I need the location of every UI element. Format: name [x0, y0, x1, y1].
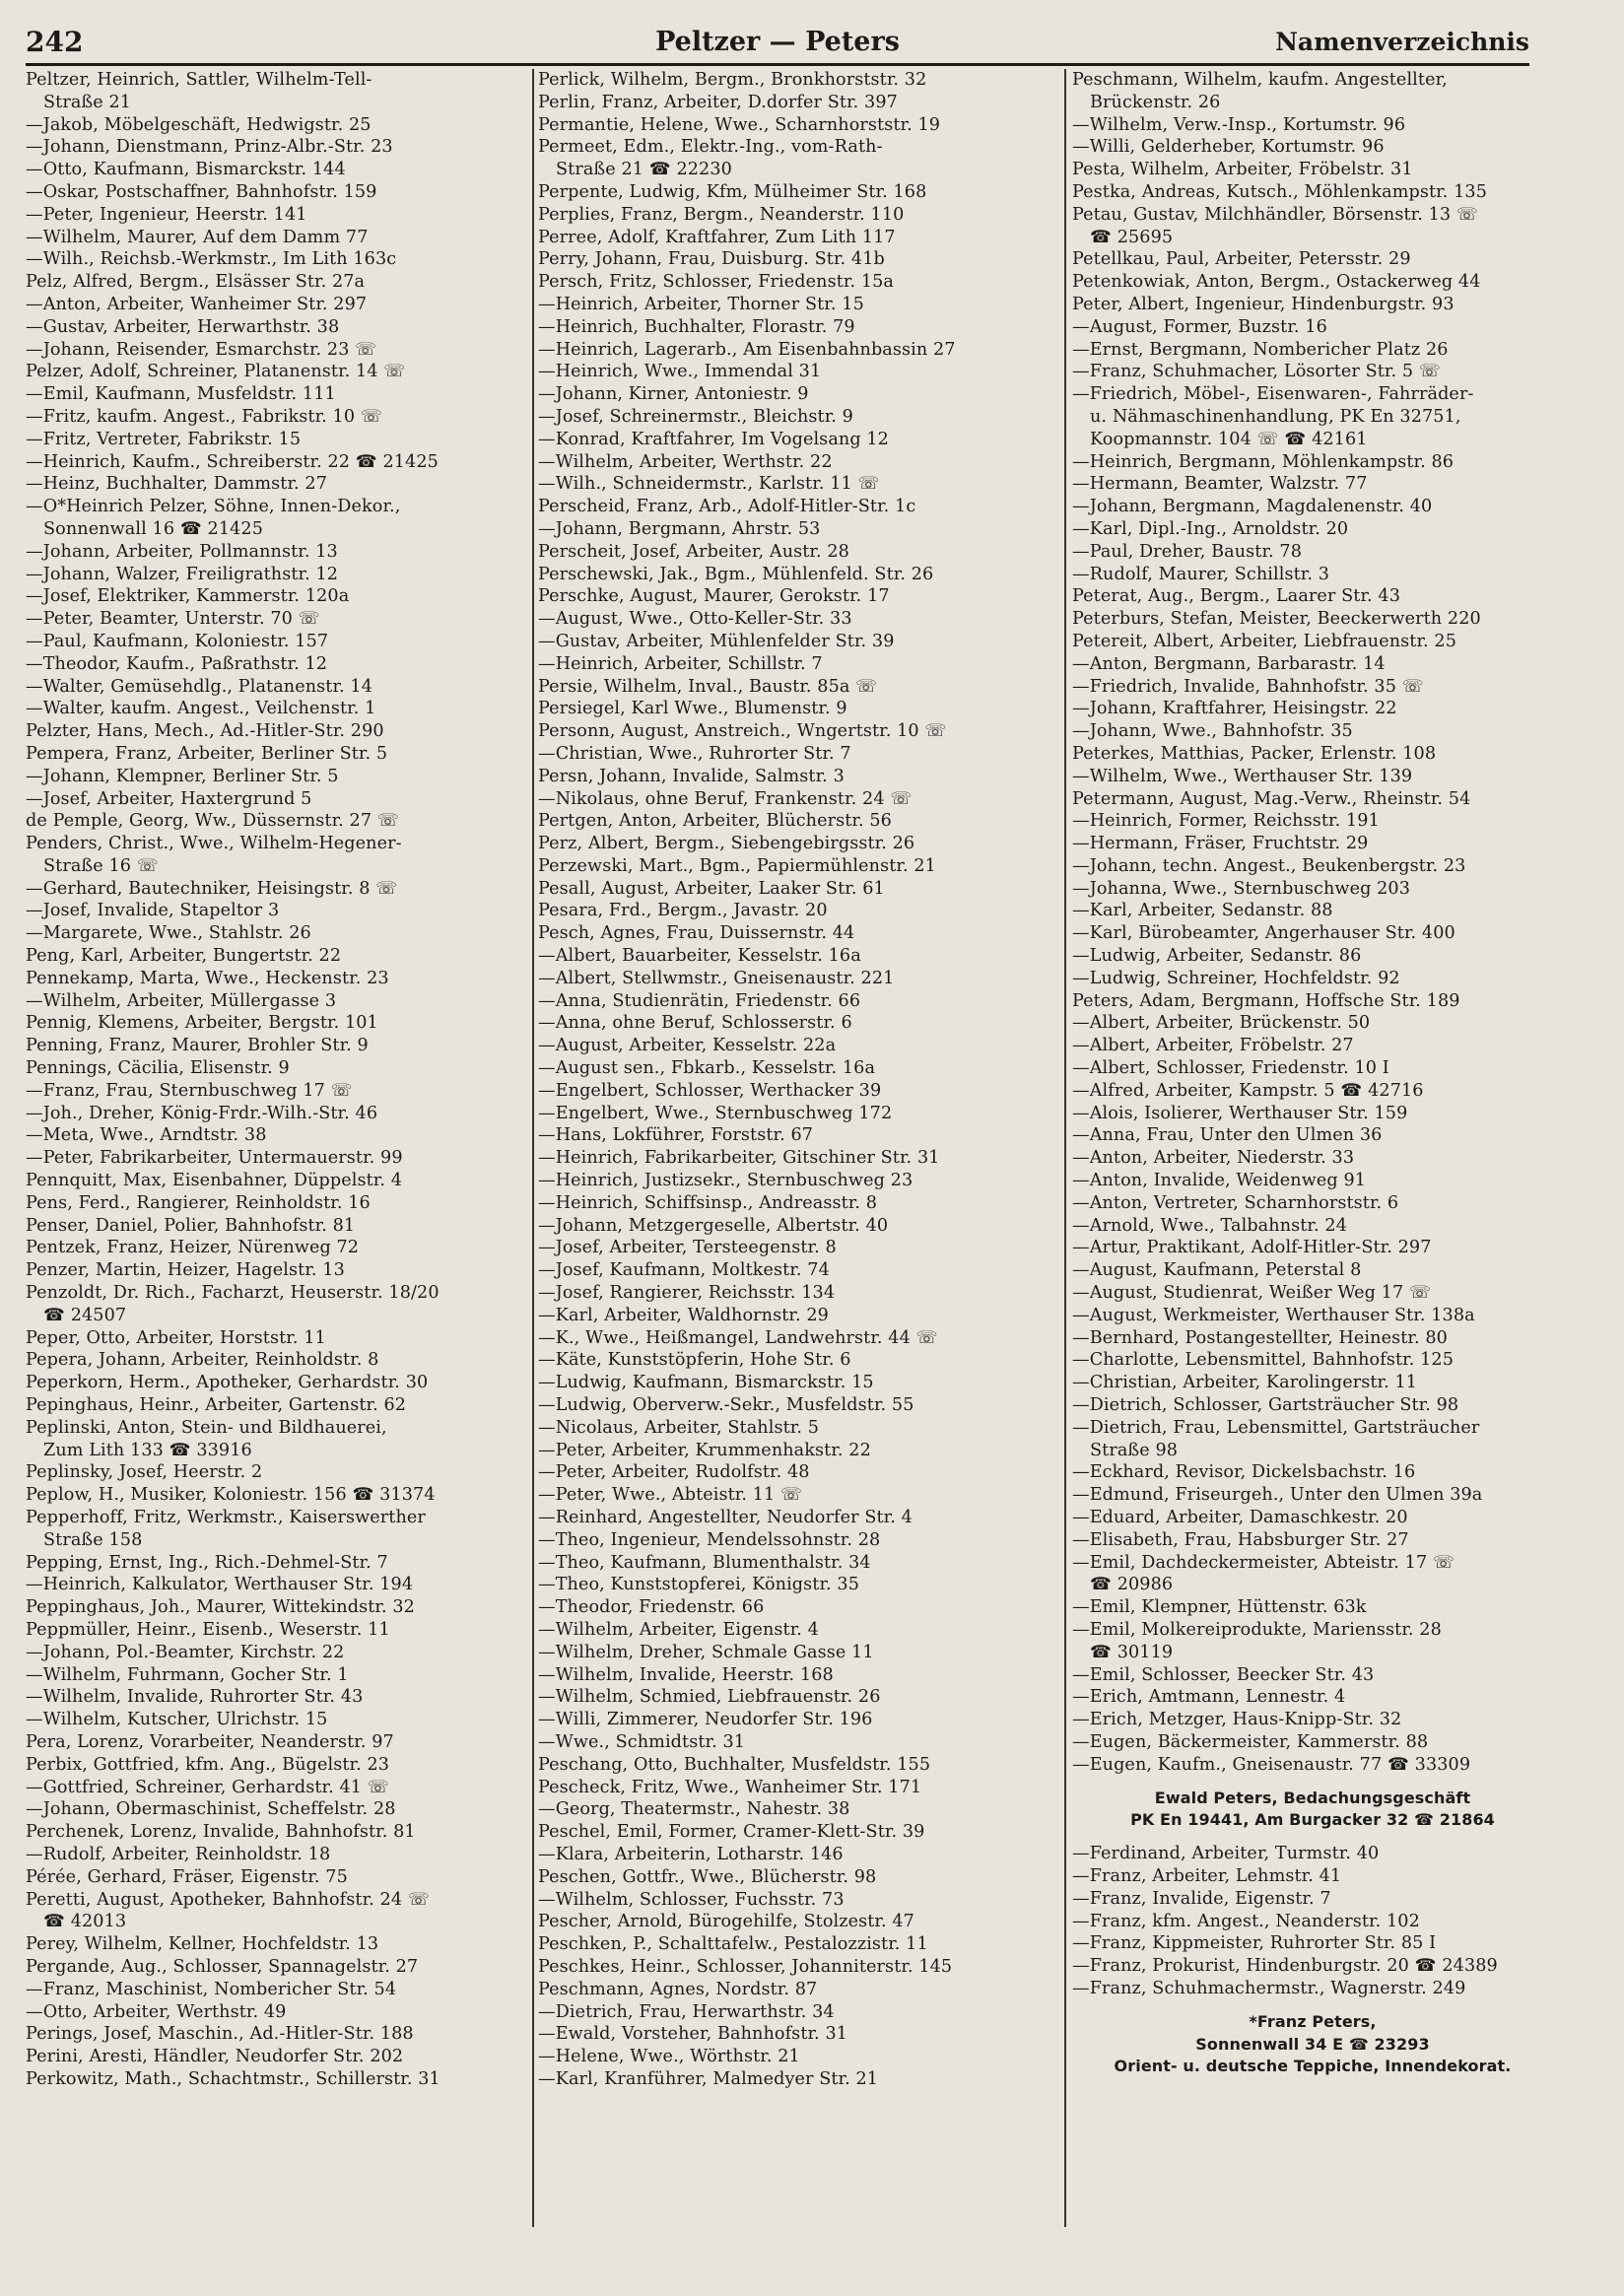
advertisement-ewald-peters: [1072, 1788, 1553, 1833]
directory-entry: —Wilhelm, Schmied, Liebfrauenstr. 26: [538, 1687, 881, 1708]
directory-entry: Petau, Gustav, Milchhändler, Börsenstr. 13 ☏: [1072, 204, 1478, 225]
directory-entry: Perry, Johann, Frau, Duisburg. Str. 41b: [538, 249, 885, 270]
directory-entry: —Heinrich, Kaufm., Schreiberstr. 22 ☎ 21425: [26, 451, 439, 472]
directory-entry: —Peter, Beamter, Unterstr. 70 ☏: [26, 609, 320, 630]
directory-entry: —Paul, Kaufmann, Koloniestr. 157: [26, 631, 329, 651]
directory-entry: Peplow, H., Musiker, Koloniestr. 156 ☎ 31374: [26, 1485, 436, 1506]
directory-entry: Peper, Otto, Arbeiter, Horststr. 11: [26, 1327, 326, 1348]
directory-entry: —Johann, Kraftfahrer, Heisingstr. 22: [1072, 699, 1397, 719]
directory-entry: Pennig, Klemens, Arbeiter, Bergstr. 101: [26, 1013, 378, 1034]
directory-entry: —Wilhelm, Maurer, Auf dem Damm 77: [26, 227, 369, 247]
advertisement-line: *Franz Peters,: [1249, 2011, 1377, 2031]
directory-entry: —Willi, Gelderheber, Kortumstr. 96: [1072, 137, 1385, 158]
directory-entry: Peterburs, Stefan, Meister, Beeckerwerth 220: [1072, 609, 1481, 630]
directory-entry: —August, Studienrat, Weißer Weg 17 ☏: [1072, 1283, 1432, 1304]
directory-entry: —Eugen, Bäckermeister, Kammerstr. 88: [1072, 1731, 1429, 1752]
directory-entry: —Franz, Maschinist, Nombericher Str. 54: [26, 1979, 397, 1999]
directory-entry: Persie, Wilhelm, Inval., Baustr. 85a ☏: [538, 676, 878, 697]
column-1: [26, 69, 526, 2237]
column-3-entries-continued: [1072, 1843, 1553, 2000]
directory-entry: —Alois, Isolierer, Werthauser Str. 159: [1072, 1103, 1408, 1123]
column-3: [1072, 69, 1553, 2237]
directory-entry: Peng, Karl, Arbeiter, Bungertstr. 22: [26, 946, 342, 967]
directory-entry: —Emil, Dachdeckermeister, Abteistr. 17 ☏: [1072, 1552, 1455, 1573]
directory-entry: —Karl, Bürobeamter, Angerhauser Str. 400: [1072, 923, 1455, 944]
directory-entry: —Bernhard, Postangestellter, Heinestr. 80: [1072, 1327, 1448, 1348]
directory-entry: Perschke, August, Maurer, Gerokstr. 17: [538, 586, 890, 607]
directory-entry: —Gottfried, Schreiner, Gerhardstr. 41 ☏: [26, 1777, 389, 1797]
directory-entry: —Heinrich, Kalkulator, Werthauser Str. 194: [26, 1575, 414, 1595]
column-3-entries: [1072, 69, 1553, 1777]
directory-entry: —Anna, Studienrätin, Friedenstr. 66: [538, 990, 861, 1011]
directory-entry: —Anton, Vertreter, Scharnhorststr. 6: [1072, 1192, 1399, 1213]
directory-entry: ☎ 25695: [1090, 227, 1174, 247]
directory-entry: —Theo, Kaufmann, Blumenthalstr. 34: [538, 1552, 871, 1573]
directory-entry: —Theo, Kunststopferei, Königstr. 35: [538, 1575, 860, 1595]
directory-entry: —Heinrich, Justizsekr., Sternbuschweg 23: [538, 1171, 914, 1191]
directory-entry: —Peter, Fabrikarbeiter, Untermauerstr. 99: [26, 1148, 403, 1169]
directory-entry: Straße 158: [43, 1529, 143, 1550]
directory-entry: Sonnenwall 16 ☎ 21425: [43, 518, 264, 539]
directory-entry: —Johann, Bergmann, Magdalenenstr. 40: [1072, 497, 1433, 517]
directory-entry: —Hermann, Fräser, Fruchtstr. 29: [1072, 834, 1369, 854]
directory-entry: Perpente, Ludwig, Kfm, Mülheimer Str. 168: [538, 181, 927, 202]
directory-entry: —Ludwig, Schreiner, Hochfeldstr. 92: [1072, 968, 1400, 988]
directory-entry: Peppmüller, Heinr., Eisenb., Weserstr. 11: [26, 1619, 390, 1640]
directory-entry: —Wilhelm, Verw.-Insp., Kortumstr. 96: [1072, 114, 1406, 135]
directory-entry: —Eduard, Arbeiter, Damaschkestr. 20: [1072, 1508, 1408, 1527]
directory-entry: —Helene, Wwe., Wörthstr. 21: [538, 2047, 800, 2067]
directory-entry: —Fritz, kaufm. Angest., Fabrikstr. 10 ☏: [26, 406, 382, 427]
page-header: [26, 24, 1529, 66]
directory-entry: —Rudolf, Maurer, Schillstr. 3: [1072, 564, 1330, 584]
directory-entry: Peschen, Gottfr., Wwe., Blücherstr. 98: [538, 1866, 877, 1887]
directory-entry: —Gustav, Arbeiter, Mühlenfelder Str. 39: [538, 631, 895, 651]
directory-entry: Perschewski, Jak., Bgm., Mühlenfeld. Str. 26: [538, 564, 934, 584]
directory-entry: —Heinrich, Wwe., Immendal 31: [538, 362, 822, 382]
directory-entry: —Eckhard, Revisor, Dickelsbachstr. 16: [1072, 1462, 1416, 1483]
directory-entry: —Peter, Arbeiter, Krummenhakstr. 22: [538, 1440, 871, 1460]
directory-entry: —Josef, Kaufmann, Moltkestr. 74: [538, 1260, 830, 1281]
directory-entry: Peplinsky, Josef, Heerstr. 2: [26, 1462, 263, 1483]
directory-entry: —Wilh., Schneidermstr., Karlstr. 11 ☏: [538, 474, 880, 495]
directory-entry: Straße 98: [1090, 1440, 1179, 1460]
directory-entry: Pesara, Frd., Bergm., Javastr. 20: [538, 901, 828, 921]
directory-entry: —Albert, Stellwmstr., Gneisenaustr. 221: [538, 968, 895, 988]
directory-entry: —August, Former, Buzstr. 16: [1072, 316, 1327, 337]
directory-entry: Perscheid, Franz, Arb., Adolf-Hitler-Str. 1c: [538, 497, 916, 517]
directory-entry: —Franz, Schuhmachermstr., Wagnerstr. 249: [1072, 1978, 1466, 1998]
directory-entry: —Ferdinand, Arbeiter, Turmstr. 40: [1072, 1844, 1380, 1864]
directory-entry: —Ewald, Vorsteher, Bahnhofstr. 31: [538, 2024, 848, 2045]
directory-entry: Pennekamp, Marta, Wwe., Heckenstr. 23: [26, 968, 389, 988]
directory-entry: Perey, Wilhelm, Kellner, Hochfeldstr. 13: [26, 1934, 379, 1955]
directory-entry: Pepperhoff, Fritz, Werkmstr., Kaiserswerther: [26, 1508, 426, 1527]
directory-entry: —Joh., Dreher, König-Frdr.-Wilh.-Str. 46: [26, 1103, 378, 1123]
directory-entry: —Johann, techn. Angest., Beukenbergstr. 23: [1072, 855, 1466, 876]
directory-entry: Perscheit, Josef, Arbeiter, Austr. 28: [538, 541, 849, 562]
directory-entry: —Josef, Elektriker, Kammerstr. 120a: [26, 586, 350, 607]
directory-entry: —Engelbert, Wwe., Sternbuschweg 172: [538, 1103, 893, 1123]
directory-entry: —Anton, Bergmann, Barbarastr. 14: [1072, 653, 1386, 674]
directory-entry: —Ludwig, Kaufmann, Bismarckstr. 15: [538, 1373, 874, 1393]
directory-entry: Pertgen, Anton, Arbeiter, Blücherstr. 56: [538, 811, 892, 832]
directory-entry: —Wwe., Schmidtstr. 31: [538, 1731, 746, 1752]
directory-entry: Penzoldt, Dr. Rich., Facharzt, Heuserstr. 18/20: [26, 1283, 440, 1304]
directory-entry: —Dietrich, Frau, Lebensmittel, Gartsträucher: [1072, 1417, 1480, 1438]
directory-entry: —August sen., Fbkarb., Kesselstr. 16a: [538, 1058, 876, 1079]
directory-entry: —Wilhelm, Arbeiter, Eigenstr. 4: [538, 1619, 819, 1640]
directory-entry: —Ernst, Bergmann, Nombericher Platz 26: [1072, 339, 1449, 360]
directory-entry: Petereit, Albert, Arbeiter, Liebfrauenstr. 25: [1072, 631, 1456, 651]
directory-entry: Pennquitt, Max, Eisenbahner, Düppelstr. 4: [26, 1171, 403, 1191]
directory-entry: Perlin, Franz, Arbeiter, D.dorfer Str. 397: [538, 92, 898, 112]
directory-entry: Pérée, Gerhard, Fräser, Eigenstr. 75: [26, 1866, 348, 1887]
directory-entry: Perchenek, Lorenz, Invalide, Bahnhofstr. 81: [26, 1822, 416, 1843]
directory-entry: —Peter, Arbeiter, Rudolfstr. 48: [538, 1462, 810, 1483]
directory-entry: —Albert, Arbeiter, Fröbelstr. 27: [1072, 1036, 1354, 1056]
directory-entry: —Walter, Gemüsehdlg., Platanenstr. 14: [26, 676, 373, 697]
directory-entry: —Johann, Klempner, Berliner Str. 5: [26, 766, 339, 786]
directory-entry: Personn, August, Anstreich., Wngertstr. 10 ☏: [538, 721, 947, 742]
directory-entry: —Johann, Walzer, Freiligrathstr. 12: [26, 564, 339, 584]
directory-entry: —Emil, Kaufmann, Musfeldstr. 111: [26, 384, 336, 405]
advertisement-line: Sonnenwall 34 E ☎ 23293: [1195, 2034, 1430, 2054]
directory-entry: —Peter, Ingenieur, Heerstr. 141: [26, 204, 307, 225]
directory-entry: Pescher, Arnold, Bürogehilfe, Stolzestr. 47: [538, 1912, 914, 1932]
directory-entry: —Anton, Arbeiter, Wanheimer Str. 297: [26, 294, 368, 314]
directory-entry: Penning, Franz, Maurer, Brohler Str. 9: [26, 1036, 369, 1056]
directory-entry: —Otto, Kaufmann, Bismarckstr. 144: [26, 160, 346, 180]
directory-entry: Penders, Christ., Wwe., Wilhelm-Hegener-: [26, 834, 402, 854]
directory-entry: Pelz, Alfred, Bergm., Elsässer Str. 27a: [26, 272, 366, 293]
section-title: Namenverzeichnis: [1275, 28, 1529, 56]
directory-entry: Persn, Johann, Invalide, Salmstr. 3: [538, 766, 845, 786]
directory-entry: ☎ 30119: [1090, 1642, 1174, 1662]
directory-entry: —Wilh., Reichsb.-Werkmstr., Im Lith 163c: [26, 249, 397, 270]
directory-entry: Pergande, Aug., Schlosser, Spannagelstr. 27: [26, 1956, 419, 1977]
directory-entry: —Heinz, Buchhalter, Dammstr. 27: [26, 474, 328, 495]
directory-entry: Petenkowiak, Anton, Bergm., Ostackerweg 44: [1072, 272, 1481, 293]
directory-entry: —August, Wwe., Otto-Keller-Str. 33: [538, 609, 852, 630]
directory-entry: —Franz, Arbeiter, Lehmstr. 41: [1072, 1865, 1342, 1886]
directory-entry: —Hermann, Beamter, Walzstr. 77: [1072, 474, 1368, 495]
directory-entry: —Franz, kfm. Angest., Neanderstr. 102: [1072, 1911, 1420, 1931]
directory-entry: Pentzek, Franz, Heizer, Nürenweg 72: [26, 1238, 360, 1258]
directory-entry: Pescheck, Fritz, Wwe., Wanheimer Str. 171: [538, 1777, 922, 1797]
directory-entry: —Emil, Klempner, Hüttenstr. 63k: [1072, 1597, 1367, 1618]
advertisement-line: PK En 19441, Am Burgacker 32 ☎ 21864: [1130, 1810, 1495, 1830]
directory-entry: —Edmund, Friseurgeh., Unter den Ulmen 39a: [1072, 1485, 1483, 1506]
directory-entry: —August, Kaufmann, Peterstal 8: [1072, 1260, 1362, 1281]
directory-entry: —Franz, Invalide, Eigenstr. 7: [1072, 1888, 1331, 1909]
directory-entry: —Josef, Schreinermstr., Bleichstr. 9: [538, 406, 853, 427]
directory-entry: —Heinrich, Schiffsinsp., Andreasstr. 8: [538, 1192, 878, 1213]
directory-entry: —Erich, Amtmann, Lennestr. 4: [1072, 1687, 1346, 1708]
directory-entry: —Georg, Theatermstr., Nahestr. 38: [538, 1799, 850, 1820]
directory-entry: —Josef, Arbeiter, Tersteegenstr. 8: [538, 1238, 837, 1258]
directory-entry: Perlick, Wilhelm, Bergm., Bronkhorststr. 32: [538, 70, 927, 90]
directory-entry: Persch, Fritz, Schlosser, Friedenstr. 15a: [538, 272, 895, 293]
directory-entry: Persiegel, Karl Wwe., Blumenstr. 9: [538, 699, 847, 719]
directory-entry: —Artur, Praktikant, Adolf-Hitler-Str. 297: [1072, 1238, 1432, 1258]
directory-entry: —K., Wwe., Heißmangel, Landwehrstr. 44 ☏: [538, 1327, 938, 1348]
directory-entry: —Johann, Metzgergeselle, Albertstr. 40: [538, 1215, 889, 1236]
directory-entry: —Heinrich, Arbeiter, Schillstr. 7: [538, 653, 823, 674]
directory-entry: ☎ 42013: [43, 1912, 127, 1932]
directory-entry: —Walter, kaufm. Angest., Veilchenstr. 1: [26, 699, 376, 719]
directory-entry: —Albert, Bauarbeiter, Kesselstr. 16a: [538, 946, 861, 967]
directory-entry: —Josef, Invalide, Stapeltor 3: [26, 901, 280, 921]
directory-entry: Penser, Daniel, Polier, Bahnhofstr. 81: [26, 1215, 356, 1236]
directory-entry: Peretti, August, Apotheker, Bahnhofstr. 24 ☏: [26, 1889, 430, 1910]
directory-entry: —Theodor, Kaufm., Paßrathstr. 12: [26, 653, 328, 674]
directory-entry: Zum Lith 133 ☎ 33916: [43, 1440, 252, 1460]
directory-entry: —Franz, Prokurist, Hindenburgstr. 20 ☎ 24389: [1072, 1956, 1498, 1977]
directory-entry: —Eugen, Kaufm., Gneisenaustr. 77 ☎ 33309: [1072, 1754, 1471, 1775]
directory-entry: Peschmann, Agnes, Nordstr. 87: [538, 1979, 818, 1999]
directory-entry: Peschel, Emil, Former, Cramer-Klett-Str. 39: [538, 1822, 925, 1843]
directory-entry: Perz, Albert, Bergm., Siebengebirgsstr. 26: [538, 834, 915, 854]
directory-entry: —Paul, Dreher, Baustr. 78: [1072, 541, 1303, 562]
directory-entry: Peschang, Otto, Buchhalter, Musfeldstr. 155: [538, 1754, 931, 1775]
directory-entry: Permantie, Helene, Wwe., Scharnhorststr. 19: [538, 114, 941, 135]
directory-entry: —Käte, Kunststöpferin, Hohe Str. 6: [538, 1350, 851, 1371]
directory-entry: de Pemple, Georg, Ww., Düssernstr. 27 ☏: [26, 811, 399, 832]
directory-entry: Peplinski, Anton, Stein- und Bildhauerei,: [26, 1417, 387, 1438]
directory-entry: —Ludwig, Arbeiter, Sedanstr. 86: [1072, 946, 1362, 967]
advertisement-franz-peters: [1072, 2011, 1553, 2078]
directory-entry: Perings, Josef, Maschin., Ad.-Hitler-Str. 188: [26, 2024, 414, 2045]
directory-entry: —Heinrich, Bergmann, Möhlenkampstr. 86: [1072, 451, 1455, 472]
directory-entry: —Dietrich, Frau, Herwarthstr. 34: [538, 2001, 835, 2022]
page-title: Peltzer — Peters: [655, 27, 900, 57]
directory-entry: —Heinrich, Fabrikarbeiter, Gitschiner Str. 31: [538, 1148, 940, 1169]
directory-entry: —Arnold, Wwe., Talbahnstr. 24: [1072, 1215, 1347, 1236]
directory-entry: —Anton, Arbeiter, Niederstr. 33: [1072, 1148, 1355, 1169]
directory-entry: Pestka, Andreas, Kutsch., Möhlenkampstr. 135: [1072, 181, 1488, 202]
directory-entry: —Charlotte, Lebensmittel, Bahnhofstr. 125: [1072, 1350, 1455, 1371]
directory-entry: Straße 21 ☎ 22230: [556, 160, 732, 180]
directory-entry: Perkowitz, Math., Schachtmstr., Schillerstr. 31: [26, 2068, 440, 2089]
directory-entry: —Nicolaus, Arbeiter, Stahlstr. 5: [538, 1417, 820, 1438]
directory-entry: —Dietrich, Schlosser, Gartsträucher Str. 98: [1072, 1395, 1459, 1416]
directory-entry: —Ludwig, Oberverw.-Sekr., Musfeldstr. 55: [538, 1395, 914, 1416]
directory-entry: —Christian, Wwe., Ruhrorter Str. 7: [538, 743, 851, 764]
directory-entry: —Karl, Kranführer, Malmedyer Str. 21: [538, 2068, 879, 2089]
directory-entry: —Heinrich, Lagerarb., Am Eisenbahnbassin 27: [538, 339, 956, 360]
directory-entry: —Christian, Arbeiter, Karolingerstr. 11: [1072, 1373, 1418, 1393]
directory-entry: —Alfred, Arbeiter, Kampstr. 5 ☎ 42716: [1072, 1080, 1424, 1101]
directory-entry: —O*Heinrich Pelzer, Söhne, Innen-Dekor.,: [26, 497, 401, 517]
directory-entry: —Anna, ohne Beruf, Schlosserstr. 6: [538, 1013, 852, 1034]
directory-entry: Pelzter, Hans, Mech., Ad.-Hitler-Str. 290: [26, 721, 384, 742]
directory-entry: —August, Arbeiter, Kesselstr. 22a: [538, 1036, 837, 1056]
directory-entry: —Emil, Molkereiprodukte, Mariensstr. 28: [1072, 1619, 1442, 1640]
directory-entry: —Nikolaus, ohne Beruf, Frankenstr. 24 ☏: [538, 788, 913, 809]
directory-entry: Peltzer, Heinrich, Sattler, Wilhelm-Tell-: [26, 70, 372, 90]
directory-entry: —Franz, Kippmeister, Ruhrorter Str. 85 I: [1072, 1933, 1437, 1954]
directory-entry: Straße 16 ☏: [43, 855, 159, 876]
directory-entry: Peppinghaus, Joh., Maurer, Wittekindstr. 32: [26, 1597, 415, 1618]
advertisement-line: Ewald Peters, Bedachungsgeschäft: [1154, 1788, 1471, 1807]
directory-entry: Peterat, Aug., Bergm., Laarer Str. 43: [1072, 586, 1401, 607]
directory-entry: —Friedrich, Möbel-, Eisenwaren-, Fahrräder-: [1072, 384, 1474, 405]
directory-entry: —Gustav, Arbeiter, Herwarthstr. 38: [26, 316, 340, 337]
directory-entry: —Wilhelm, Wwe., Werthauser Str. 139: [1072, 766, 1413, 786]
directory-entry: —Meta, Wwe., Arndtstr. 38: [26, 1125, 267, 1146]
directory-entry: Peschmann, Wilhelm, kaufm. Angestellter,: [1072, 70, 1448, 90]
directory-entry: Petellkau, Paul, Arbeiter, Petersstr. 29: [1072, 249, 1411, 270]
directory-entry: —Anna, Frau, Unter den Ulmen 36: [1072, 1125, 1383, 1146]
directory-entry: —Josef, Arbeiter, Haxtergrund 5: [26, 788, 312, 809]
directory-entry: Pepinghaus, Heinr., Arbeiter, Gartenstr. 62: [26, 1395, 407, 1416]
directory-entry: Peschkes, Heinr., Schlosser, Johanniterstr. 145: [538, 1956, 953, 1977]
column-2: [538, 69, 1060, 2237]
directory-entry: Pesall, August, Arbeiter, Laaker Str. 61: [538, 878, 885, 899]
directory-entry: —Wilhelm, Fuhrmann, Gocher Str. 1: [26, 1664, 349, 1685]
directory-entry: —Johann, Reisender, Esmarchstr. 23 ☏: [26, 339, 377, 360]
directory-entry: Perbix, Gottfried, kfm. Ang., Bügelstr. 23: [26, 1754, 390, 1775]
directory-entry: —Albert, Arbeiter, Brückenstr. 50: [1072, 1013, 1371, 1034]
directory-entry: —Johann, Dienstmann, Prinz-Albr.-Str. 23: [26, 137, 393, 158]
directory-entry: Pera, Lorenz, Vorarbeiter, Neanderstr. 97: [26, 1731, 394, 1752]
directory-entry: Straße 21: [43, 92, 132, 112]
directory-entry: —Johann, Wwe., Bahnhofstr. 35: [1072, 721, 1353, 742]
directory-entry: —Wilhelm, Schlosser, Fuchsstr. 73: [538, 1889, 845, 1910]
directory-columns: [26, 69, 1529, 2237]
directory-entry: —Franz, Frau, Sternbuschweg 17 ☏: [26, 1080, 353, 1101]
directory-entry: Pepera, Johann, Arbeiter, Reinholdstr. 8: [26, 1350, 379, 1371]
directory-entry: —Margarete, Wwe., Stahlstr. 26: [26, 923, 311, 944]
directory-entry: —Otto, Arbeiter, Werthstr. 49: [26, 2001, 287, 2022]
directory-entry: —Wilhelm, Invalide, Heerstr. 168: [538, 1664, 834, 1685]
directory-entry: Peters, Adam, Bergmann, Hoffsche Str. 189: [1072, 990, 1460, 1011]
page-number: 242: [26, 26, 84, 58]
directory-entry: —Friedrich, Invalide, Bahnhofstr. 35 ☏: [1072, 676, 1424, 697]
directory-entry: —Klara, Arbeiterin, Lotharstr. 146: [538, 1844, 844, 1864]
directory-entry: —Theodor, Friedenstr. 66: [538, 1597, 765, 1618]
directory-entry: Penzer, Martin, Heizer, Hagelstr. 13: [26, 1260, 345, 1281]
directory-entry: Pesch, Agnes, Frau, Duissernstr. 44: [538, 923, 855, 944]
directory-entry: Perplies, Franz, Bergm., Neanderstr. 110: [538, 204, 905, 225]
directory-entry: —Wilhelm, Invalide, Ruhrorter Str. 43: [26, 1687, 364, 1708]
directory-entry: Peter, Albert, Ingenieur, Hindenburgstr. 93: [1072, 294, 1455, 314]
directory-entry: —Peter, Wwe., Abteistr. 11 ☏: [538, 1485, 803, 1506]
directory-entry: —Karl, Dipl.-Ing., Arnoldstr. 20: [1072, 518, 1349, 539]
directory-entry: —Heinrich, Former, Reichsstr. 191: [1072, 811, 1380, 832]
directory-entry: —Fritz, Vertreter, Fabrikstr. 15: [26, 429, 302, 449]
directory-entry: —Heinrich, Buchhalter, Florastr. 79: [538, 316, 855, 337]
directory-entry: —Oskar, Postschaffner, Bahnhofstr. 159: [26, 181, 377, 202]
directory-entry: Peschken, P., Schalttafelw., Pestalozzistr. 11: [538, 1934, 928, 1955]
directory-entry: —Johann, Obermaschinist, Scheffelstr. 28: [26, 1799, 396, 1820]
advertisement-line: Orient- u. deutsche Teppiche, Innendekorat.: [1114, 2057, 1512, 2076]
directory-entry: Petermann, August, Mag.-Verw., Rheinstr. 54: [1072, 788, 1471, 809]
directory-entry: —Jakob, Möbelgeschäft, Hedwigstr. 25: [26, 114, 372, 135]
directory-entry: Pennings, Cäcilia, Elisenstr. 9: [26, 1058, 290, 1079]
directory-entry: u. Nähmaschinenhandlung, PK En 32751,: [1090, 406, 1461, 427]
directory-entry: —Karl, Arbeiter, Sedanstr. 88: [1072, 901, 1333, 921]
directory-entry: ☎ 20986: [1090, 1575, 1174, 1595]
directory-entry: Pens, Ferd., Rangierer, Reinholdstr. 16: [26, 1192, 371, 1213]
directory-entry: —Konrad, Kraftfahrer, Im Vogelsang 12: [538, 429, 889, 449]
directory-entry: Pempera, Franz, Arbeiter, Berliner Str. 5: [26, 743, 388, 764]
directory-entry: —Gerhard, Bautechniker, Heisingstr. 8 ☏: [26, 878, 398, 899]
directory-entry: —Josef, Rangierer, Reichsstr. 134: [538, 1283, 836, 1304]
directory-entry: Perree, Adolf, Kraftfahrer, Zum Lith 117: [538, 227, 896, 247]
directory-entry: Peterkes, Matthias, Packer, Erlenstr. 108: [1072, 743, 1437, 764]
directory-entry: —Franz, Schuhmacher, Lösorter Str. 5 ☏: [1072, 362, 1441, 382]
directory-entry: Perini, Aresti, Händler, Neudorfer Str. 202: [26, 2047, 404, 2067]
directory-entry: —Erich, Metzger, Haus-Knipp-Str. 32: [1072, 1710, 1402, 1730]
directory-entry: Peperkorn, Herm., Apotheker, Gerhardstr. 30: [26, 1373, 429, 1393]
directory-entry: —Johann, Arbeiter, Pollmannstr. 13: [26, 541, 338, 562]
directory-entry: —Heinrich, Arbeiter, Thorner Str. 15: [538, 294, 864, 314]
directory-entry: —Rudolf, Arbeiter, Reinholdstr. 18: [26, 1844, 331, 1864]
directory-entry: ☎ 24507: [43, 1305, 127, 1325]
directory-entry: Brückenstr. 26: [1090, 92, 1221, 112]
directory-entry: —Engelbert, Schlosser, Werthacker 39: [538, 1080, 882, 1101]
directory-entry: Pesta, Wilhelm, Arbeiter, Fröbelstr. 31: [1072, 160, 1413, 180]
directory-entry: —Willi, Zimmerer, Neudorfer Str. 196: [538, 1710, 873, 1730]
directory-entry: —August, Werkmeister, Werthauser Str. 138a: [1072, 1305, 1475, 1325]
directory-entry: —Karl, Arbeiter, Waldhornstr. 29: [538, 1305, 829, 1325]
directory-entry: —Elisabeth, Frau, Habsburger Str. 27: [1072, 1529, 1409, 1550]
directory-entry: —Wilhelm, Arbeiter, Werthstr. 22: [538, 451, 833, 472]
directory-entry: —Johann, Pol.-Beamter, Kirchstr. 22: [26, 1642, 345, 1662]
directory-entry: —Hans, Lokführer, Forststr. 67: [538, 1125, 814, 1146]
directory-entry: Koopmannstr. 104 ☏ ☎ 42161: [1090, 429, 1368, 449]
directory-entry: —Albert, Schlosser, Friedenstr. 10 I: [1072, 1058, 1389, 1079]
directory-entry: —Wilhelm, Kutscher, Ulrichstr. 15: [26, 1710, 328, 1730]
directory-entry: —Wilhelm, Arbeiter, Müllergasse 3: [26, 990, 337, 1011]
directory-entry: —Wilhelm, Dreher, Schmale Gasse 11: [538, 1642, 874, 1662]
directory-entry: —Johann, Kirner, Antoniestr. 9: [538, 384, 809, 405]
directory-entry: —Johanna, Wwe., Sternbuschweg 203: [1072, 878, 1411, 899]
directory-entry: Perzewski, Mart., Bgm., Papiermühlenstr. 21: [538, 855, 936, 876]
directory-entry: Permeet, Edm., Elektr.-Ing., vom-Rath-: [538, 137, 883, 158]
directory-entry: —Theo, Ingenieur, Mendelssohnstr. 28: [538, 1529, 881, 1550]
directory-entry: Pelzer, Adolf, Schreiner, Platanenstr. 14 ☏: [26, 362, 406, 382]
directory-entry: —Anton, Invalide, Weidenweg 91: [1072, 1171, 1367, 1191]
directory-entry: —Johann, Bergmann, Ahrstr. 53: [538, 518, 821, 539]
directory-entry: Pepping, Ernst, Ing., Rich.-Dehmel-Str. 7: [26, 1552, 388, 1573]
directory-entry: —Reinhard, Angestellter, Neudorfer Str. 4: [538, 1508, 913, 1527]
directory-entry: —Emil, Schlosser, Beecker Str. 43: [1072, 1664, 1375, 1685]
